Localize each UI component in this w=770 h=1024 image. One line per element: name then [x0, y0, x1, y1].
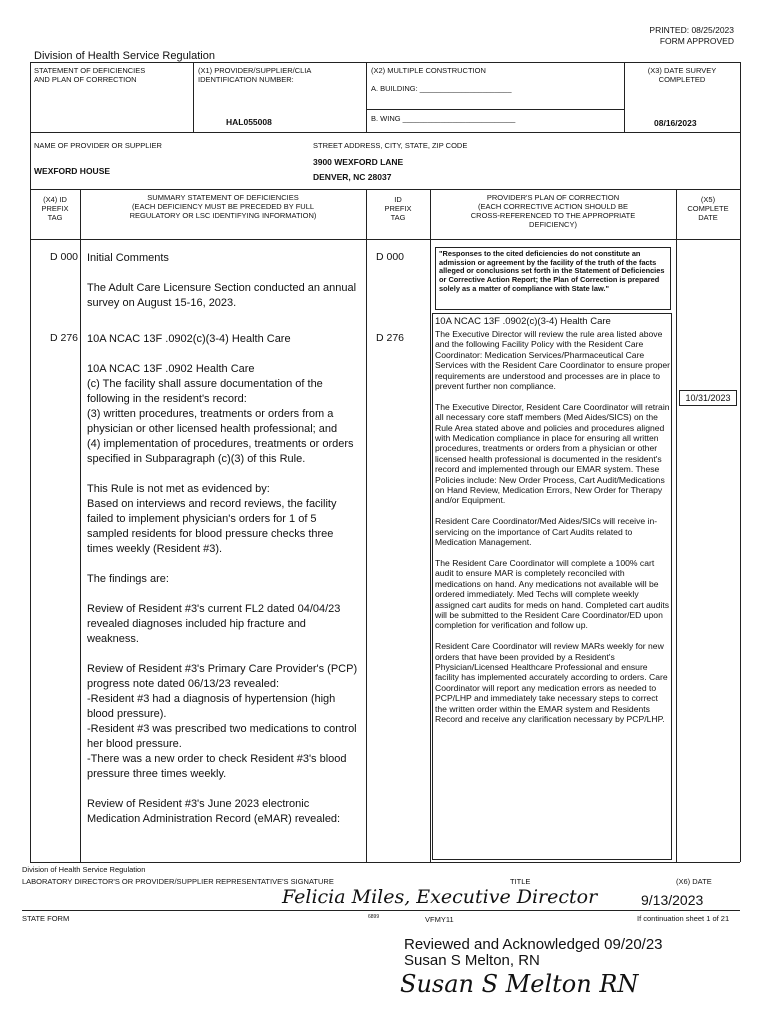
findings-label: The findings are:: [87, 573, 169, 585]
building-label: A. BUILDING: ______________________: [371, 84, 512, 93]
x1-label: (X1) PROVIDER/SUPPLIER/CLIA IDENTIFICATION NUMBER:: [198, 66, 312, 84]
tag-d276-right: D 276: [376, 332, 405, 344]
plan-p4: The Resident Care Coordinator will complete a 100% cart audit to ensure MAR is completely reconciled with medications on hand. Any medications not available will be ordered immediately. Med Techs will complete weekly assigned cart audits for meds on hand. Completed cart audits will be submitted to the Resident Care Coordinator/ED upon completion for verification and follow up.: [435, 557, 670, 631]
statement-label: STATEMENT OF DEFICIENCIES AND PLAN OF CORRECTION: [34, 66, 146, 84]
plan-p3: Resident Care Coordinator/Med Aides/SICs will receive in-servicing on the importance of Cart Audits related to Medication Management.: [435, 516, 658, 548]
col-x5-header: (X5) COMPLETE DATE: [687, 195, 729, 222]
signature-label: LABORATORY DIRECTOR'S OR PROVIDER/SUPPLIER REPRESENTATIVE'S SIGNATURE: [22, 877, 334, 886]
tag-d000-left: D 000: [50, 251, 79, 263]
address-line1: 3900 WEXFORD LANE: [313, 157, 404, 167]
provider-name-label: NAME OF PROVIDER OR SUPPLIER: [34, 141, 162, 150]
printed-date: PRINTED: 08/25/2023: [649, 25, 734, 35]
review-line1: Reviewed and Acknowledged 09/20/23: [404, 936, 663, 953]
plan-text: [435, 316, 671, 735]
reviewer-signature: Susan S Melton RN: [400, 970, 639, 998]
tag-d000-right: D 000: [376, 251, 405, 263]
rule-title: 10A NCAC 13F .0902(c)(3-4) Health Care: [87, 333, 291, 345]
date-label: (X6) DATE: [676, 877, 712, 886]
survey-text: The Adult Care Licensure Section conducted an annual survey on August 15-16, 2023.: [87, 282, 357, 309]
not-met-text: This Rule is not met as evidenced by: Based on interviews and record reviews, the facility failed to implement physician's orders for 1 of 5 sampled residents for blood pressure checks three times weekly (Resident #3).: [87, 483, 337, 555]
col-plan-header: PROVIDER'S PLAN OF CORRECTION (EACH CORRECTIVE ACTION SHOULD BE CROSS-REFERENCED TO THE APPROPRIATE DEFICIENCY): [470, 193, 636, 229]
representative-signature: Felicia Miles, Executive Director: [282, 886, 598, 908]
signature-date: 9/13/2023: [641, 892, 704, 908]
initial-comments: Initial Comments: [87, 252, 169, 264]
continuation-sheet: If continuation sheet 1 of 21: [637, 914, 730, 923]
x2-label: (X2) MULTIPLE CONSTRUCTION: [371, 66, 486, 75]
title-label: TITLE: [510, 877, 531, 886]
agency-name: Division of Health Service Regulation: [34, 50, 215, 62]
x3-label: (X3) DATE SURVEY COMPLETED: [647, 66, 717, 84]
address-label: STREET ADDRESS, CITY, STATE, ZIP CODE: [313, 141, 468, 150]
event-id: VFMY11: [425, 915, 454, 924]
footer-agency: Division of Health Service Regulation: [22, 865, 146, 874]
tag-d276-left: D 276: [50, 332, 79, 344]
provider-id: HAL055008: [226, 117, 272, 127]
review-emar: Review of Resident #3's June 2023 electronic Medication Administration Record (eMAR) revealed:: [87, 798, 341, 825]
form-approved: FORM APPROVED: [659, 35, 734, 46]
review-line2: Susan S Melton, RN: [404, 952, 540, 969]
complete-date: 10/31/2023: [679, 390, 737, 406]
address-line2: DENVER, NC 28037: [313, 172, 392, 182]
disclaimer-box: "Responses to the cited deficiencies do not constitute an admission or agreement by the facility of the truth of the facts alleged or conclusions set forth in the Statement of Deficiencies or Corrective Action Report; the Plan of Correction is prepared solely as a matter of compliance with State law.": [435, 247, 671, 310]
plan-title: 10A NCAC 13F .0902(c)(3-4) Health Care: [435, 316, 611, 327]
wing-label: B. WING ___________________________: [371, 114, 516, 123]
col-x4-header: (X4) ID PREFIX TAG: [41, 195, 69, 222]
state-form: STATE FORM: [22, 914, 70, 923]
col-id-header: ID PREFIX TAG: [384, 195, 412, 222]
summary-column: [87, 251, 360, 827]
provider-name: WEXFORD HOUSE: [34, 166, 111, 176]
plan-p1: The Executive Director will review the rule area listed above and the following Facility Policy with the Resident Care Coordinator: Medication Services/Pharmaceutical Care Services with the Resident Care Coordinator to ensure proper requirements are understood and processes are in place to prevent further non compliance.: [435, 329, 671, 392]
form-code: 6899: [368, 914, 380, 920]
rule-body: 10A NCAC 13F .0902 Health Care (c) The facility shall assure documentation of the following in the resident's record: (3) written procedures, treatments or orders from a physician or other licensed health professional; and (4) implementation of procedures, treatments or orders specified in Subparagraph (c)(3) of this Rule.: [87, 363, 354, 465]
survey-date: 08/16/2023: [654, 118, 697, 128]
col-summary-header: SUMMARY STATEMENT OF DEFICIENCIES (EACH DEFICIENCY MUST BE PRECEDED BY FULL REGULATORY OR LSC IDENTIFYING INFORMATION): [129, 193, 317, 220]
review-pcp: Review of Resident #3's Primary Care Provider's (PCP) progress note dated 06/13/23 revealed: -Resident #3 had a diagnosis of hypertension (high blood pressure). -Resident #3 was prescribed two medications to control her blood pressure. -There was a new order to check Resident #3's blood pressure three times weekly.: [87, 663, 358, 780]
plan-p2: The Executive Director, Resident Care Coordinator will retrain all necessary core staff members (Med Aides/SICS) on the Rule Area stated above and policies and procedures aligned with Medication compliance in place for ensuring all written procedures, treatments or orders from a physician or other licensed health professional is documented in the resident's record and implemented through our EMAR system. These Policies include: New Order Process, Cart Audit/Medications on Hand Review, Medication Errors, New Order for Therapy and/or Equipment.: [435, 401, 670, 506]
review-fl2: Review of Resident #3's current FL2 dated 04/04/23 revealed diagnoses included hip fracture and weakness.: [87, 603, 341, 645]
plan-p5: Resident Care Coordinator will review MARs weekly for new orders that have been provided by a Resident's Physician/Licensed Healthcare Professional and ensure facility has implemented accurately according to orders. Care Coordinator will report any medication errors as needed to PCP/LHP and immediately take necessary steps to correct the written order within the EMAR system and Residents Record and receive any clarification necessary by PCP/LHP.: [435, 641, 668, 724]
